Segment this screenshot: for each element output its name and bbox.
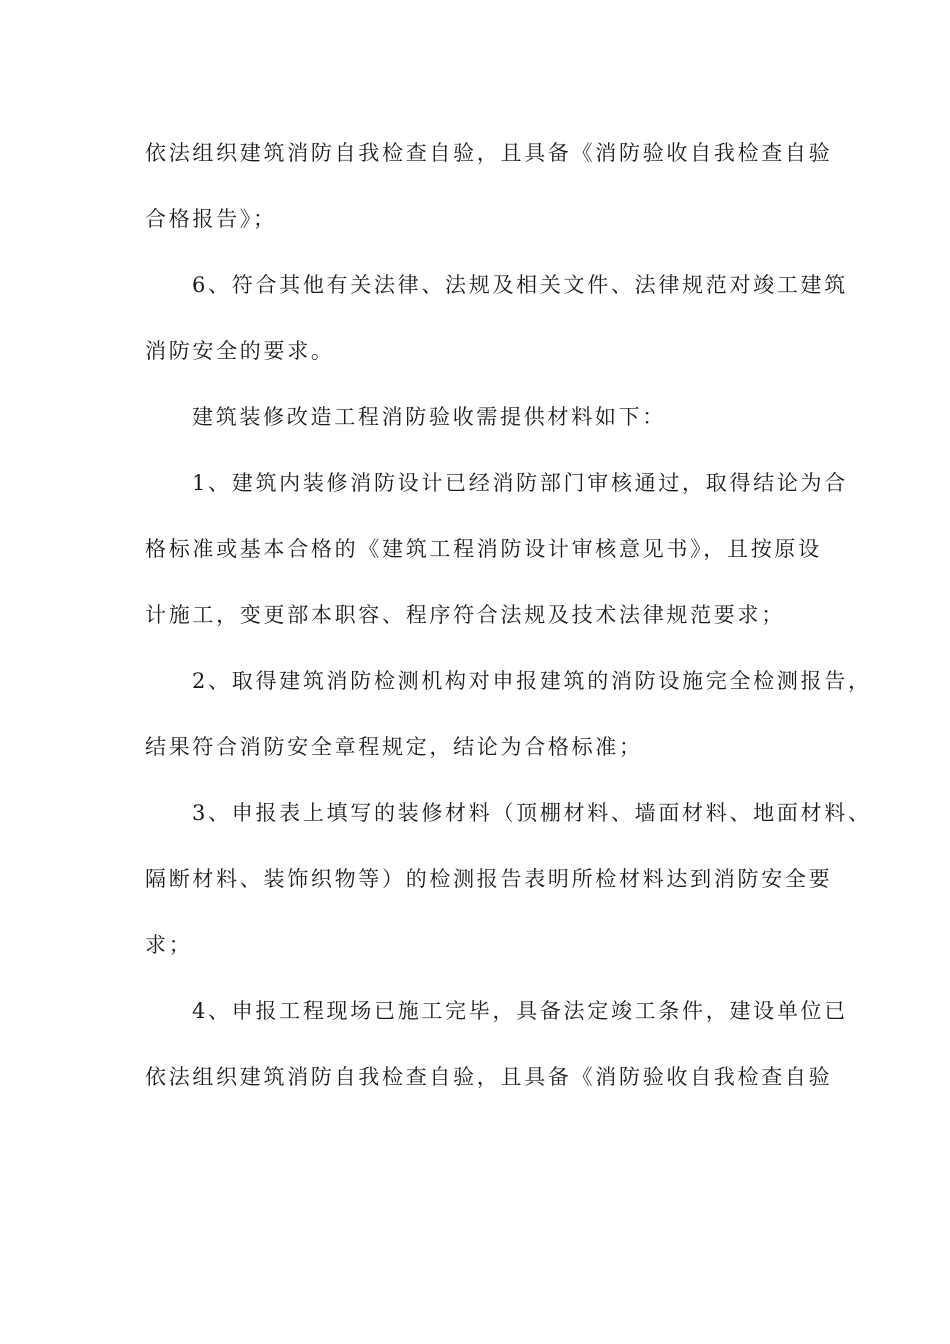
paragraph-start-line: 3、申报表上填写的装修材料（顶棚材料、墙面材料、地面材料、 xyxy=(192,801,872,825)
text-line: 依法组织建筑消防自我检查自验，且具备《消防验收自我检查自验 xyxy=(145,141,833,165)
paragraph-start-line: 2、取得建筑消防检测机构对申报建筑的消防设施完全检测报告， xyxy=(192,669,872,693)
document-body xyxy=(145,133,872,1123)
text-line: 格标准或基本合格的《建筑工程消防设计审核意见书》，且按原设 xyxy=(145,537,822,561)
text-line: 消防安全的要求。 xyxy=(145,339,335,363)
text-line: 求； xyxy=(145,933,193,957)
text-line: 结果符合消防安全章程规定，结论为合格标准； xyxy=(145,735,643,759)
paragraph-start-line: 4、申报工程现场已施工完毕，具备法定竣工条件，建设单位已 xyxy=(192,999,848,1023)
text-line: 隔断材料、装饰织物等）的检测报告表明所检材料达到消防安全要 xyxy=(145,867,833,891)
paragraph-start-line: 6、符合其他有关法律、法规及相关文件、法律规范对竣工建筑 xyxy=(192,273,848,297)
paragraph-start-line: 1、建筑内装修消防设计已经消防部门审核通过，取得结论为合 xyxy=(192,471,848,495)
section-heading-line: 建筑装修改造工程消防验收需提供材料如下： xyxy=(192,405,666,429)
text-line: 合格报告》； xyxy=(145,207,277,231)
text-line: 计施工，变更部本职容、程序符合法规及技术法律规范要求； xyxy=(145,603,785,627)
text-line: 依法组织建筑消防自我检查自验，且具备《消防验收自我检查自验 xyxy=(145,1065,833,1089)
